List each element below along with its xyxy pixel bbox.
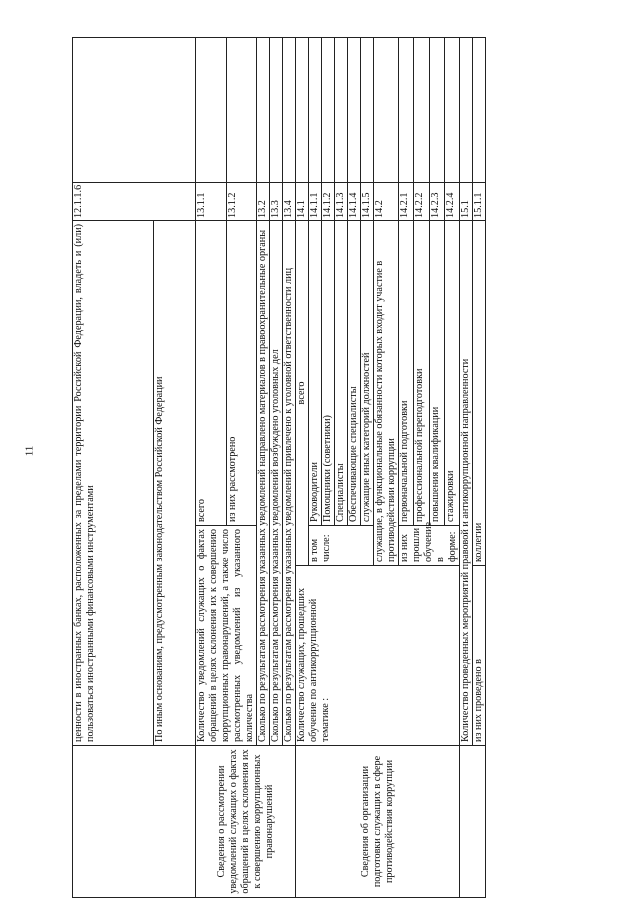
section-13-considered-label: из них рассмотрено: [226, 220, 257, 525]
category-label: Помощники (советники): [322, 220, 335, 525]
value-cell[interactable]: [444, 37, 459, 182]
code-14-1-2: 14.1.2: [322, 182, 335, 220]
code-15-1: 15.1: [460, 182, 473, 220]
blank-cell: [460, 746, 486, 898]
code-14-2-1: 14.2.1: [399, 182, 414, 220]
table-row: [196, 37, 227, 897]
code-14-1-5: 14.1.5: [361, 182, 374, 220]
code-14-1-1: 14.1.1: [309, 182, 322, 220]
value-cell[interactable]: [322, 37, 335, 182]
section-14-functional-text: служащие, в функциональные обязанности которых входит участие в противодействии коррупции: [374, 220, 399, 565]
value-cell[interactable]: [460, 37, 473, 182]
value-cell[interactable]: [196, 37, 227, 182]
category-label: служащие иных категорий должностей: [361, 220, 374, 525]
code-14-1-4: 14.1.4: [348, 182, 361, 220]
form-label: стажировки: [444, 220, 459, 525]
section-14-title: Сведения об организации подготовки служащих в сфере противодействия коррупции: [296, 746, 460, 898]
trained-text: прошли обучение в форме:: [411, 521, 458, 562]
value-cell[interactable]: [309, 37, 322, 182]
section-14-total-label: всего: [296, 220, 309, 565]
form-label: первоначальной подготовки: [399, 220, 414, 525]
table-row: [460, 37, 473, 897]
value-cell[interactable]: [296, 37, 309, 182]
section-14-count-text: Количество служащих, прошедших обучение по антикоррупционной тематике :: [296, 566, 460, 746]
section-13-materials-text: Сколько по результатам рассмотрения указанных уведомлений направлено материалов в правоохранительные органы: [257, 220, 270, 745]
section-13-count-text: Количество уведомлений служащих о фактах обращений в целях склонения их к совершению коррупционных правонарушений, а также число рассмотренных уведомлений из указанного количества: [196, 526, 257, 746]
form-label: профессиональной переподготовки: [414, 220, 429, 525]
section-14-of-them-label: [399, 521, 460, 566]
form-label: повышения квалификации: [429, 220, 444, 525]
code-14-2-3: 14.2.3: [429, 182, 444, 220]
value-cell[interactable]: [399, 37, 414, 182]
value-cell[interactable]: [348, 37, 361, 182]
table-row: [73, 37, 154, 897]
page-number: 11: [23, 445, 36, 457]
foreign-assets-text: ценности в иностранных банках, расположенных за пределами территории Российской Федерации, владеть и (или) пользоваться иностранными финансовыми инструментами: [73, 220, 154, 745]
value-cell[interactable]: [473, 37, 486, 182]
category-label: Специалисты: [335, 220, 348, 525]
value-cell[interactable]: [226, 37, 257, 182]
code-14-2-4: 14.2.4: [444, 182, 459, 220]
value-cell[interactable]: [270, 37, 283, 182]
category-label: Руководители: [309, 220, 322, 525]
report-table: [72, 37, 486, 898]
code-13-1-2: 13.1.2: [226, 182, 257, 220]
category-label: Обеспечивающие специалисты: [348, 220, 361, 525]
blank-cell: [73, 746, 196, 898]
section-13-criminal-liability-text: Сколько по результатам рассмотрения указанных уведомлений привлечено к уголовной ответственности лиц: [283, 220, 296, 745]
code-13-1-1: 13.1.1: [196, 182, 227, 220]
value-cell[interactable]: [335, 37, 348, 182]
blank-cell: [73, 37, 196, 182]
value-cell[interactable]: [283, 37, 296, 182]
code-13-4: 13.4: [283, 182, 296, 220]
code-14-2: 14.2: [374, 182, 399, 220]
value-cell[interactable]: [414, 37, 429, 182]
section-13-title: Сведения о рассмотрении уведомлений служащих о фактах обращений в целях склонения их к совершению коррупционных правонарушений: [196, 746, 296, 898]
of-them-text: из них: [399, 533, 410, 562]
code-13-3: 13.3: [270, 182, 283, 220]
code-15-1-1: 15.1.1: [473, 182, 486, 220]
value-cell[interactable]: [361, 37, 374, 182]
rotated-table-container: [72, 38, 612, 898]
code-14-1: 14.1: [296, 182, 309, 220]
table-row: [296, 37, 309, 897]
other-grounds-text: По иным основаниям, предусмотренным законодательством Российской Федерации: [153, 220, 195, 745]
value-cell[interactable]: [429, 37, 444, 182]
code-13-2: 13.2: [257, 182, 270, 220]
section-15-collegium-label: коллегии: [473, 220, 486, 565]
section-15-held-in-label: из них проведено в: [473, 566, 486, 746]
value-cell[interactable]: [374, 37, 399, 182]
section-15-events-text: Количество проведенных мероприятий правовой и антикоррупционной направленности: [460, 220, 473, 745]
code-14-1-3: 14.1.3: [335, 182, 348, 220]
section-14-including-label: в том числе:: [309, 526, 374, 566]
value-cell[interactable]: [257, 37, 270, 182]
section-13-total-label: всего: [196, 220, 227, 525]
section-13-criminal-cases-text: Сколько по результатам рассмотрения указанных уведомлений возбуждено уголовных дел: [270, 220, 283, 745]
code-12-1-1-6: 12.1.1.6: [73, 182, 196, 220]
code-14-2-2: 14.2.2: [414, 182, 429, 220]
